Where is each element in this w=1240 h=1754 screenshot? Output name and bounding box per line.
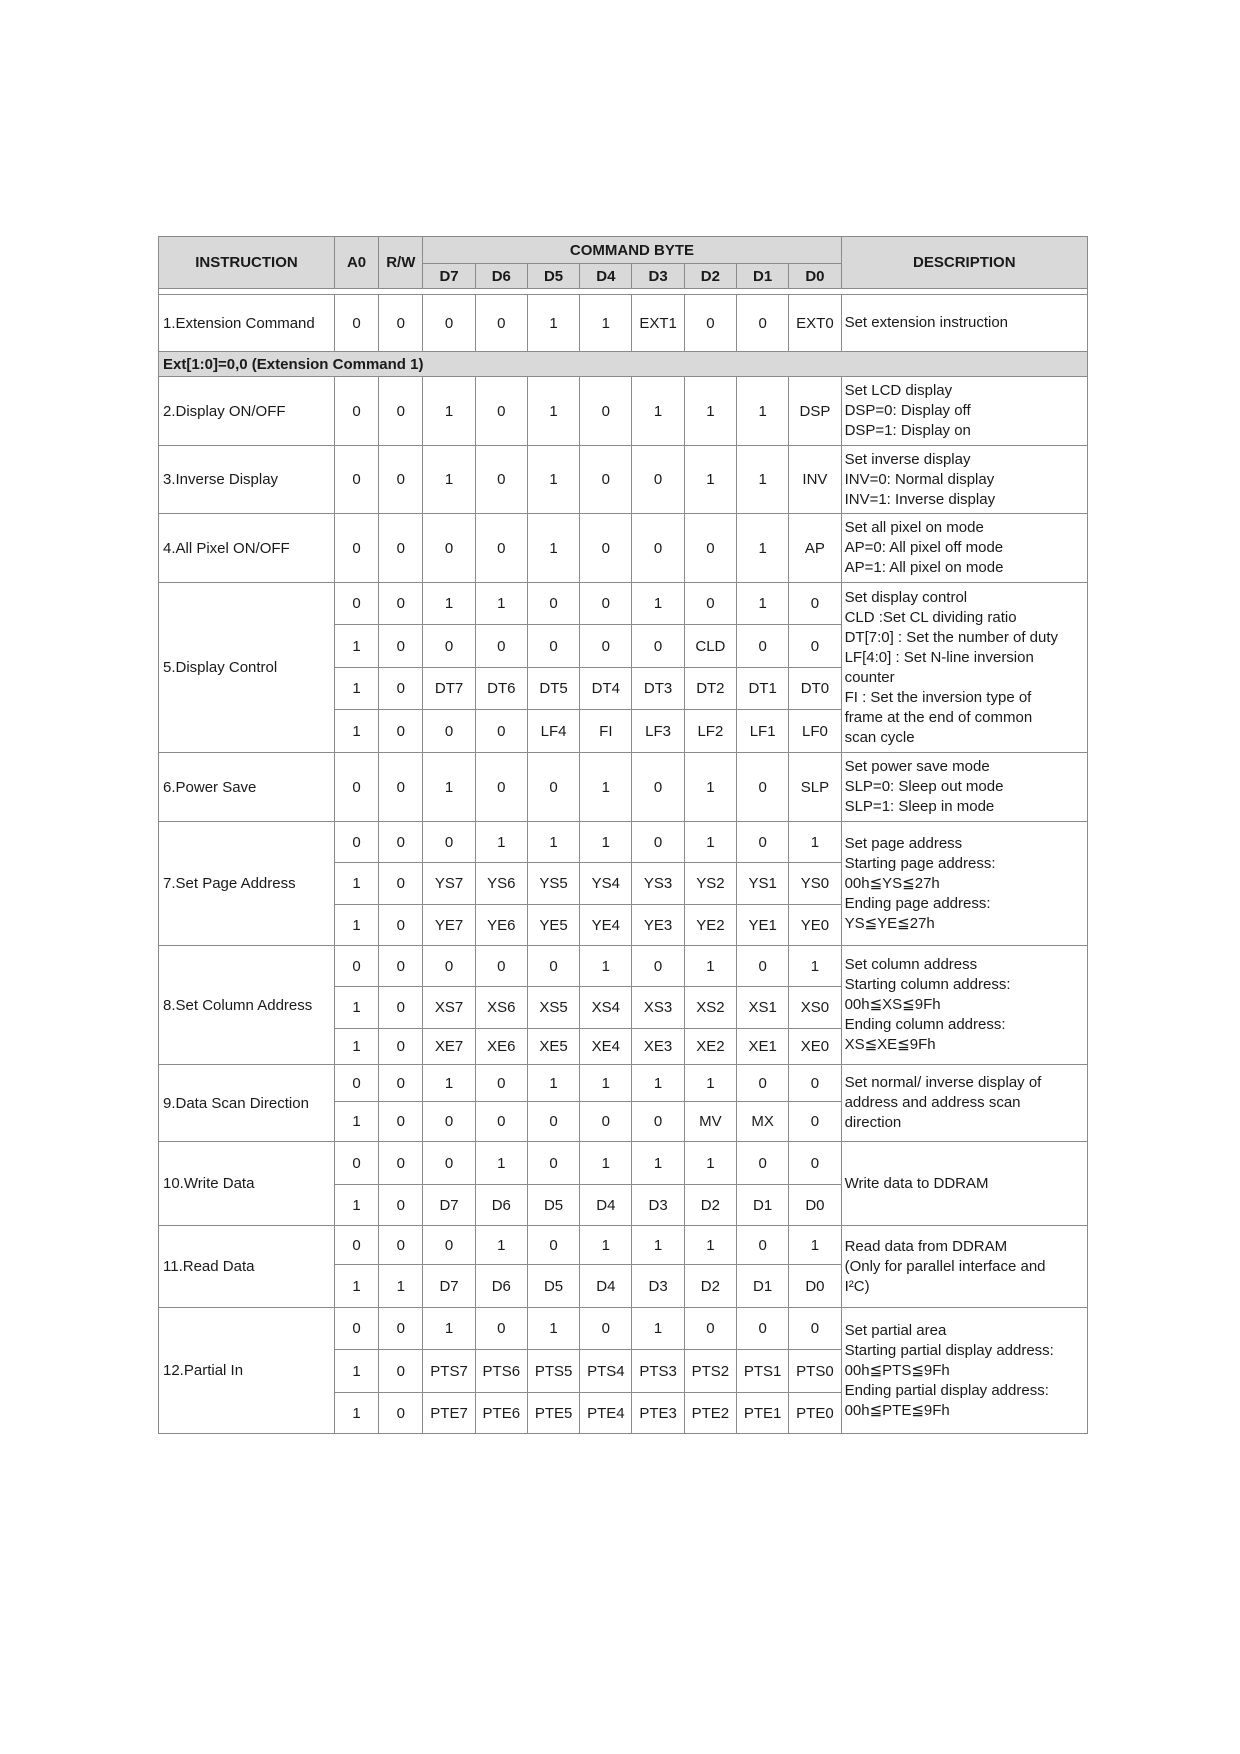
description: Read data from DDRAM (Only for parallel interface and I²C) (841, 1226, 1087, 1308)
cell: MX (737, 1102, 789, 1142)
cell: 1 (684, 1226, 736, 1265)
header-bit: D1 (737, 264, 789, 289)
cell: PTS7 (423, 1350, 475, 1393)
cell: XS3 (632, 987, 684, 1029)
cell: 1 (580, 295, 632, 352)
cell: LF4 (527, 710, 579, 753)
cell: 0 (475, 1308, 527, 1350)
cell: 0 (580, 514, 632, 583)
cell: SLP (789, 753, 841, 822)
cell: 1 (423, 446, 475, 514)
cell: 0 (632, 1102, 684, 1142)
cell: 1 (580, 1065, 632, 1102)
table-row (159, 583, 1088, 625)
cell: XS2 (684, 987, 736, 1029)
cell: 1 (334, 1393, 378, 1434)
cell: 0 (632, 822, 684, 863)
cell: PTE0 (789, 1393, 841, 1434)
cell: PTE7 (423, 1393, 475, 1434)
cell: 1 (684, 946, 736, 987)
cell: 1 (423, 377, 475, 446)
cell: 0 (423, 946, 475, 987)
header-bit: D6 (475, 264, 527, 289)
cell: YE6 (475, 905, 527, 946)
table-row (159, 1308, 1088, 1350)
cell: D7 (423, 1265, 475, 1308)
description: Write data to DDRAM (841, 1142, 1087, 1226)
cell: PTE5 (527, 1393, 579, 1434)
cell: YS2 (684, 863, 736, 905)
cell: D6 (475, 1185, 527, 1226)
description: Set all pixel on mode AP=0: All pixel off mode AP=1: All pixel on mode (841, 514, 1087, 583)
cell: 0 (632, 946, 684, 987)
cell: 0 (580, 1102, 632, 1142)
header-bit: D4 (580, 264, 632, 289)
cell: D0 (789, 1265, 841, 1308)
header-a0: A0 (334, 237, 378, 289)
cell: PTE1 (737, 1393, 789, 1434)
table-row (159, 446, 1088, 514)
table-row (159, 822, 1088, 863)
cell: 1 (334, 987, 378, 1029)
cell: 0 (379, 1350, 423, 1393)
cell: 0 (379, 295, 423, 352)
cell: 0 (684, 295, 736, 352)
header-instruction: INSTRUCTION (159, 237, 335, 289)
cell: 1 (475, 583, 527, 625)
cell: 1 (580, 822, 632, 863)
instruction-name: 10.Write Data (159, 1142, 335, 1226)
cell: PTE6 (475, 1393, 527, 1434)
cell: 0 (334, 753, 378, 822)
cell: 0 (475, 1065, 527, 1102)
cell: 0 (632, 514, 684, 583)
cell: 0 (684, 514, 736, 583)
cell: 1 (423, 753, 475, 822)
cell: 0 (423, 710, 475, 753)
cell: D4 (580, 1185, 632, 1226)
cell: YS7 (423, 863, 475, 905)
cell: 1 (684, 1142, 736, 1185)
cell: 1 (632, 1226, 684, 1265)
cell: 0 (423, 822, 475, 863)
cell: 0 (527, 1226, 579, 1265)
cell: 1 (632, 1065, 684, 1102)
cell: 1 (475, 822, 527, 863)
cell: 0 (737, 946, 789, 987)
cell: XE5 (527, 1029, 579, 1065)
cell: 0 (334, 446, 378, 514)
cell: 0 (379, 1185, 423, 1226)
cell: 1 (334, 668, 378, 710)
table-row (159, 514, 1088, 583)
cell: 0 (684, 1308, 736, 1350)
description: Set LCD display DSP=0: Display off DSP=1: Display on (841, 377, 1087, 446)
cell: YS3 (632, 863, 684, 905)
cell: XS7 (423, 987, 475, 1029)
cell: 1 (475, 1142, 527, 1185)
cell: PTS4 (580, 1350, 632, 1393)
cell: 0 (379, 753, 423, 822)
instruction-name: 9.Data Scan Direction (159, 1065, 335, 1142)
instruction-name: 6.Power Save (159, 753, 335, 822)
cell: 1 (632, 1142, 684, 1185)
cell: 0 (580, 583, 632, 625)
cell: D1 (737, 1265, 789, 1308)
cell: 1 (684, 1065, 736, 1102)
cell: 1 (737, 377, 789, 446)
cell: DT3 (632, 668, 684, 710)
cell: YE2 (684, 905, 736, 946)
cell: XE3 (632, 1029, 684, 1065)
description: Set column address Starting column address: 00h≦XS≦9Fh Ending column address: XS≦XE≦9Fh (841, 946, 1087, 1065)
cell: 0 (789, 1065, 841, 1102)
cell: MV (684, 1102, 736, 1142)
cell: 0 (737, 1142, 789, 1185)
cell: PTS2 (684, 1350, 736, 1393)
cell: 0 (789, 583, 841, 625)
instruction-name: 12.Partial In (159, 1308, 335, 1434)
cell: YS1 (737, 863, 789, 905)
cell: 1 (684, 446, 736, 514)
cell: PTS6 (475, 1350, 527, 1393)
cell: LF0 (789, 710, 841, 753)
cell: 0 (580, 377, 632, 446)
table-row (159, 1065, 1088, 1102)
cell: PTS5 (527, 1350, 579, 1393)
cell: 0 (475, 753, 527, 822)
cell: 0 (334, 1065, 378, 1102)
cell: 0 (527, 583, 579, 625)
cell: DT5 (527, 668, 579, 710)
cell: 1 (334, 1102, 378, 1142)
table-row (159, 1142, 1088, 1185)
cell: 0 (423, 295, 475, 352)
cell: 0 (580, 625, 632, 668)
cell: 1 (580, 1142, 632, 1185)
cell: 0 (379, 625, 423, 668)
cell: 0 (475, 295, 527, 352)
cell: D3 (632, 1265, 684, 1308)
cell: 0 (379, 583, 423, 625)
section-row (159, 352, 1088, 377)
header-command-byte: COMMAND BYTE (423, 237, 841, 264)
cell: 0 (527, 1142, 579, 1185)
cell: PTE4 (580, 1393, 632, 1434)
cell: YS5 (527, 863, 579, 905)
section-title: Ext[1:0]=0,0 (Extension Command 1) (159, 352, 1088, 377)
cell: 0 (334, 946, 378, 987)
cell: 0 (379, 863, 423, 905)
cell: PTS0 (789, 1350, 841, 1393)
cell: 1 (334, 1029, 378, 1065)
cell: 0 (475, 946, 527, 987)
cell: 0 (334, 514, 378, 583)
cell: D5 (527, 1265, 579, 1308)
cell: YE5 (527, 905, 579, 946)
table-row (159, 1226, 1088, 1265)
cell: 1 (334, 863, 378, 905)
cell: 1 (527, 377, 579, 446)
description: Set power save mode SLP=0: Sleep out mode SLP=1: Sleep in mode (841, 753, 1087, 822)
cell: 0 (334, 295, 378, 352)
cell: LF3 (632, 710, 684, 753)
cell: YE7 (423, 905, 475, 946)
cell: D1 (737, 1185, 789, 1226)
cell: 0 (423, 1142, 475, 1185)
cell: 1 (334, 1265, 378, 1308)
cell: 0 (334, 1226, 378, 1265)
cell: 0 (379, 946, 423, 987)
cell: 1 (423, 1065, 475, 1102)
cell: 1 (684, 753, 736, 822)
cell: 0 (334, 1308, 378, 1350)
cell: 0 (580, 446, 632, 514)
cell: D0 (789, 1185, 841, 1226)
cell: 0 (423, 1102, 475, 1142)
cell: 0 (334, 377, 378, 446)
cell: 0 (379, 1102, 423, 1142)
cell: 0 (737, 1065, 789, 1102)
cell: YE3 (632, 905, 684, 946)
cell: 0 (379, 822, 423, 863)
cell: 0 (379, 377, 423, 446)
cell: 0 (527, 625, 579, 668)
cell: CLD (684, 625, 736, 668)
cell: XE7 (423, 1029, 475, 1065)
instruction-name: 2.Display ON/OFF (159, 377, 335, 446)
cell: DSP (789, 377, 841, 446)
cell: D3 (632, 1185, 684, 1226)
cell: 0 (379, 1308, 423, 1350)
instruction-name: 1.Extension Command (159, 295, 335, 352)
description: Set inverse display INV=0: Normal display INV=1: Inverse display (841, 446, 1087, 514)
cell: INV (789, 446, 841, 514)
cell: LF2 (684, 710, 736, 753)
description: Set display control CLD :Set CL dividing ratio DT[7:0] : Set the number of duty LF[4:0] : Set N-line inversion counter FI : Set the inversion type of frame at the end of common scan cycle (841, 583, 1087, 753)
cell: DT7 (423, 668, 475, 710)
cell: D2 (684, 1265, 736, 1308)
cell: 1 (789, 1226, 841, 1265)
cell: 0 (379, 1065, 423, 1102)
cell: 0 (737, 1308, 789, 1350)
cell: PTE3 (632, 1393, 684, 1434)
cell: 1 (737, 446, 789, 514)
cell: XS1 (737, 987, 789, 1029)
cell: 1 (684, 377, 736, 446)
cell: 1 (334, 625, 378, 668)
cell: 0 (475, 514, 527, 583)
cell: 1 (527, 1065, 579, 1102)
cell: 0 (527, 753, 579, 822)
header-rw: R/W (379, 237, 423, 289)
cell: 0 (379, 668, 423, 710)
cell: 1 (632, 1308, 684, 1350)
cell: 1 (423, 583, 475, 625)
cell: 0 (475, 710, 527, 753)
cell: 1 (475, 1226, 527, 1265)
description: Set partial area Starting partial display address: 00h≦PTS≦9Fh Ending partial display address: 00h≦PTE≦9Fh (841, 1308, 1087, 1434)
cell: 0 (789, 1308, 841, 1350)
cell: 0 (334, 822, 378, 863)
cell: YE1 (737, 905, 789, 946)
cell: D5 (527, 1185, 579, 1226)
instruction-name: 3.Inverse Display (159, 446, 335, 514)
table-header (159, 237, 1088, 289)
cell: 1 (580, 753, 632, 822)
cell: 1 (423, 1308, 475, 1350)
cell: 1 (789, 822, 841, 863)
cell: 1 (737, 514, 789, 583)
cell: 0 (379, 1029, 423, 1065)
cell: YS0 (789, 863, 841, 905)
header-description: DESCRIPTION (841, 237, 1087, 289)
cell: XS4 (580, 987, 632, 1029)
cell: 1 (334, 1350, 378, 1393)
cell: 0 (789, 625, 841, 668)
cell: DT4 (580, 668, 632, 710)
cell: 0 (737, 295, 789, 352)
cell: AP (789, 514, 841, 583)
cell: YS4 (580, 863, 632, 905)
cell: 0 (379, 905, 423, 946)
header-bit: D0 (789, 264, 841, 289)
cell: 1 (580, 1226, 632, 1265)
cell: YE0 (789, 905, 841, 946)
cell: 0 (737, 753, 789, 822)
cell: 1 (334, 710, 378, 753)
cell: 1 (789, 946, 841, 987)
cell: 1 (737, 583, 789, 625)
cell: 1 (527, 295, 579, 352)
cell: 0 (379, 1393, 423, 1434)
description: Set extension instruction (841, 295, 1087, 352)
instruction-name: 11.Read Data (159, 1226, 335, 1308)
cell: 0 (379, 1226, 423, 1265)
table-row (159, 377, 1088, 446)
cell: EXT1 (632, 295, 684, 352)
cell: 0 (423, 625, 475, 668)
cell: DT2 (684, 668, 736, 710)
cell: YS6 (475, 863, 527, 905)
cell: XS0 (789, 987, 841, 1029)
description: Set normal/ inverse display of address and address scan direction (841, 1065, 1087, 1142)
cell: 0 (334, 1142, 378, 1185)
cell: 1 (684, 822, 736, 863)
instruction-name: 5.Display Control (159, 583, 335, 753)
cell: 0 (423, 1226, 475, 1265)
table-row (159, 295, 1088, 352)
cell: XE4 (580, 1029, 632, 1065)
cell: D4 (580, 1265, 632, 1308)
instruction-table (158, 236, 1088, 1434)
table-row (159, 753, 1088, 822)
cell: 0 (379, 710, 423, 753)
cell: 0 (789, 1142, 841, 1185)
cell: PTE2 (684, 1393, 736, 1434)
cell: 0 (379, 446, 423, 514)
cell: 0 (737, 822, 789, 863)
cell: 0 (632, 625, 684, 668)
instruction-name: 4.All Pixel ON/OFF (159, 514, 335, 583)
cell: 0 (737, 625, 789, 668)
cell: XE1 (737, 1029, 789, 1065)
cell: 1 (580, 946, 632, 987)
cell: 1 (334, 905, 378, 946)
header-bit: D3 (632, 264, 684, 289)
cell: 0 (527, 946, 579, 987)
cell: 0 (684, 583, 736, 625)
cell: 0 (334, 583, 378, 625)
cell: XE2 (684, 1029, 736, 1065)
cell: 1 (379, 1265, 423, 1308)
cell: XS6 (475, 987, 527, 1029)
cell: 1 (632, 377, 684, 446)
cell: 0 (737, 1226, 789, 1265)
header-bit: D7 (423, 264, 475, 289)
cell: XS5 (527, 987, 579, 1029)
cell: 0 (379, 1142, 423, 1185)
cell: 0 (475, 625, 527, 668)
cell: 1 (527, 1308, 579, 1350)
cell: YE4 (580, 905, 632, 946)
cell: 0 (475, 377, 527, 446)
cell: 1 (527, 822, 579, 863)
cell: XE0 (789, 1029, 841, 1065)
cell: DT1 (737, 668, 789, 710)
cell: D7 (423, 1185, 475, 1226)
cell: 0 (632, 753, 684, 822)
cell: XE6 (475, 1029, 527, 1065)
cell: 0 (379, 514, 423, 583)
cell: DT0 (789, 668, 841, 710)
cell: D2 (684, 1185, 736, 1226)
cell: 0 (475, 1102, 527, 1142)
cell: PTS1 (737, 1350, 789, 1393)
header-bit: D2 (684, 264, 736, 289)
instruction-name: 7.Set Page Address (159, 822, 335, 946)
cell: 0 (632, 446, 684, 514)
cell: 1 (632, 583, 684, 625)
cell: 0 (789, 1102, 841, 1142)
cell: 0 (379, 987, 423, 1029)
cell: EXT0 (789, 295, 841, 352)
cell: 1 (527, 446, 579, 514)
cell: 0 (580, 1308, 632, 1350)
cell: LF1 (737, 710, 789, 753)
cell: 1 (334, 1185, 378, 1226)
instruction-name: 8.Set Column Address (159, 946, 335, 1065)
cell: 0 (527, 1102, 579, 1142)
cell: 1 (527, 514, 579, 583)
cell: 0 (423, 514, 475, 583)
table-row (159, 946, 1088, 987)
cell: DT6 (475, 668, 527, 710)
cell: FI (580, 710, 632, 753)
cell: D6 (475, 1265, 527, 1308)
description: Set page address Starting page address: 00h≦YS≦27h Ending page address: YS≦YE≦27h (841, 822, 1087, 946)
header-bit: D5 (527, 264, 579, 289)
cell: 0 (475, 446, 527, 514)
cell: PTS3 (632, 1350, 684, 1393)
